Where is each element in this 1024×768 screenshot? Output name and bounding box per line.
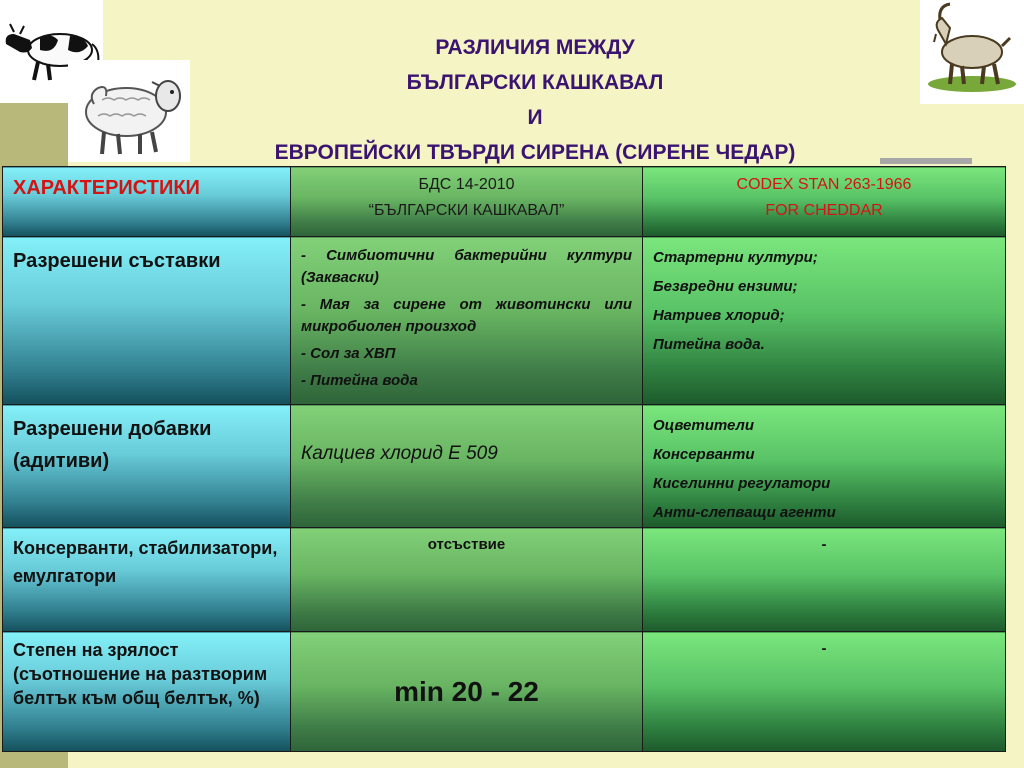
title-line-3: И: [527, 106, 543, 129]
table-row: [3, 528, 1006, 632]
goat-image: [920, 0, 1024, 104]
codex-ingredients-list: [643, 237, 1005, 359]
row-label-cell: [3, 405, 291, 528]
list-item: - Мая за сирене от животински или микробиолен произход: [301, 296, 632, 335]
header-codex: [643, 167, 1005, 224]
table-shadow: [880, 158, 972, 164]
list-item: Стартерни култури;: [653, 249, 818, 266]
header-cell-codex: [643, 167, 1006, 237]
codex-cell: [643, 237, 1006, 405]
header-bds: [291, 167, 642, 224]
row-label-cell: [3, 632, 291, 752]
title-line-4: ЕВРОПЕЙСКИ ТВЪРДИ СИРЕНА (СИРЕНЕ ЧЕДАР): [274, 141, 796, 164]
sheep-image: [68, 60, 190, 162]
list-item: Оцветители: [653, 417, 755, 434]
bds-additives-value: Калциев хлорид Е 509: [301, 443, 498, 464]
bds-cell: [291, 528, 643, 632]
table-row: [3, 237, 1006, 405]
codex-additives-list: [643, 405, 1005, 527]
table-row: [3, 632, 1006, 752]
codex-ripeness-value: -: [821, 640, 827, 657]
bds-cell: [291, 405, 643, 528]
codex-preservatives-value: -: [821, 536, 827, 553]
list-item: Питейна вода.: [653, 336, 765, 353]
page-title: [200, 30, 870, 170]
row-label-cell: [3, 237, 291, 405]
list-item: Анти-слепващи агенти: [653, 504, 836, 521]
comparison-table: [2, 166, 1006, 752]
header-characteristics: ХАРАКТЕРИСТИКИ: [13, 177, 200, 199]
header-bds-line-1: БДС 14-2010: [418, 176, 515, 193]
list-item: - Питейна вода: [301, 372, 418, 389]
list-item: Консерванти: [653, 446, 755, 463]
header-cell-bds: [291, 167, 643, 237]
table-header-row: [3, 167, 1006, 237]
bds-ripeness-value: min 20 - 22: [394, 676, 539, 707]
row-label-additives: Разрешени добавки (адитиви): [13, 418, 212, 472]
bds-preservatives-value: отсъствие: [427, 536, 506, 553]
row-label-preservatives: Консерванти, стабилизатори, емулгатори: [13, 538, 278, 586]
table-row: [3, 405, 1006, 528]
codex-cell: [643, 405, 1006, 528]
title-line-2: БЪЛГАРСКИ КАШКАВАЛ: [406, 71, 664, 94]
list-item: - Симбиотични бактерийни култури (Закваски): [301, 247, 632, 286]
row-label-ripeness: Степен на зрялост (съотношение на разтворим белтък към общ белтък, %): [13, 640, 268, 708]
list-item: Безвредни ензими;: [653, 278, 798, 295]
list-item: Киселинни регулатори: [653, 475, 831, 492]
codex-cell: [643, 632, 1006, 752]
header-cell-characteristics: [3, 167, 291, 237]
bds-cell: [291, 632, 643, 752]
header-codex-line-1: CODEX STAN 263-1966: [736, 176, 912, 193]
header-codex-line-2: FOR CHEDDAR: [765, 202, 883, 219]
header-bds-line-2: “БЪЛГАРСКИ КАШКАВАЛ”: [368, 202, 565, 219]
title-line-1: РАЗЛИЧИЯ МЕЖДУ: [435, 36, 635, 59]
row-label-cell: [3, 528, 291, 632]
bds-cell: [291, 237, 643, 405]
goat-icon: [920, 0, 1024, 104]
row-label-ingredients: Разрешени съставки: [13, 250, 221, 272]
codex-cell: [643, 528, 1006, 632]
list-item: Натриев хлорид;: [653, 307, 785, 324]
bds-ingredients-list: [291, 237, 642, 392]
list-item: - Сол за ХВП: [301, 345, 396, 362]
sheep-icon: [68, 60, 190, 162]
